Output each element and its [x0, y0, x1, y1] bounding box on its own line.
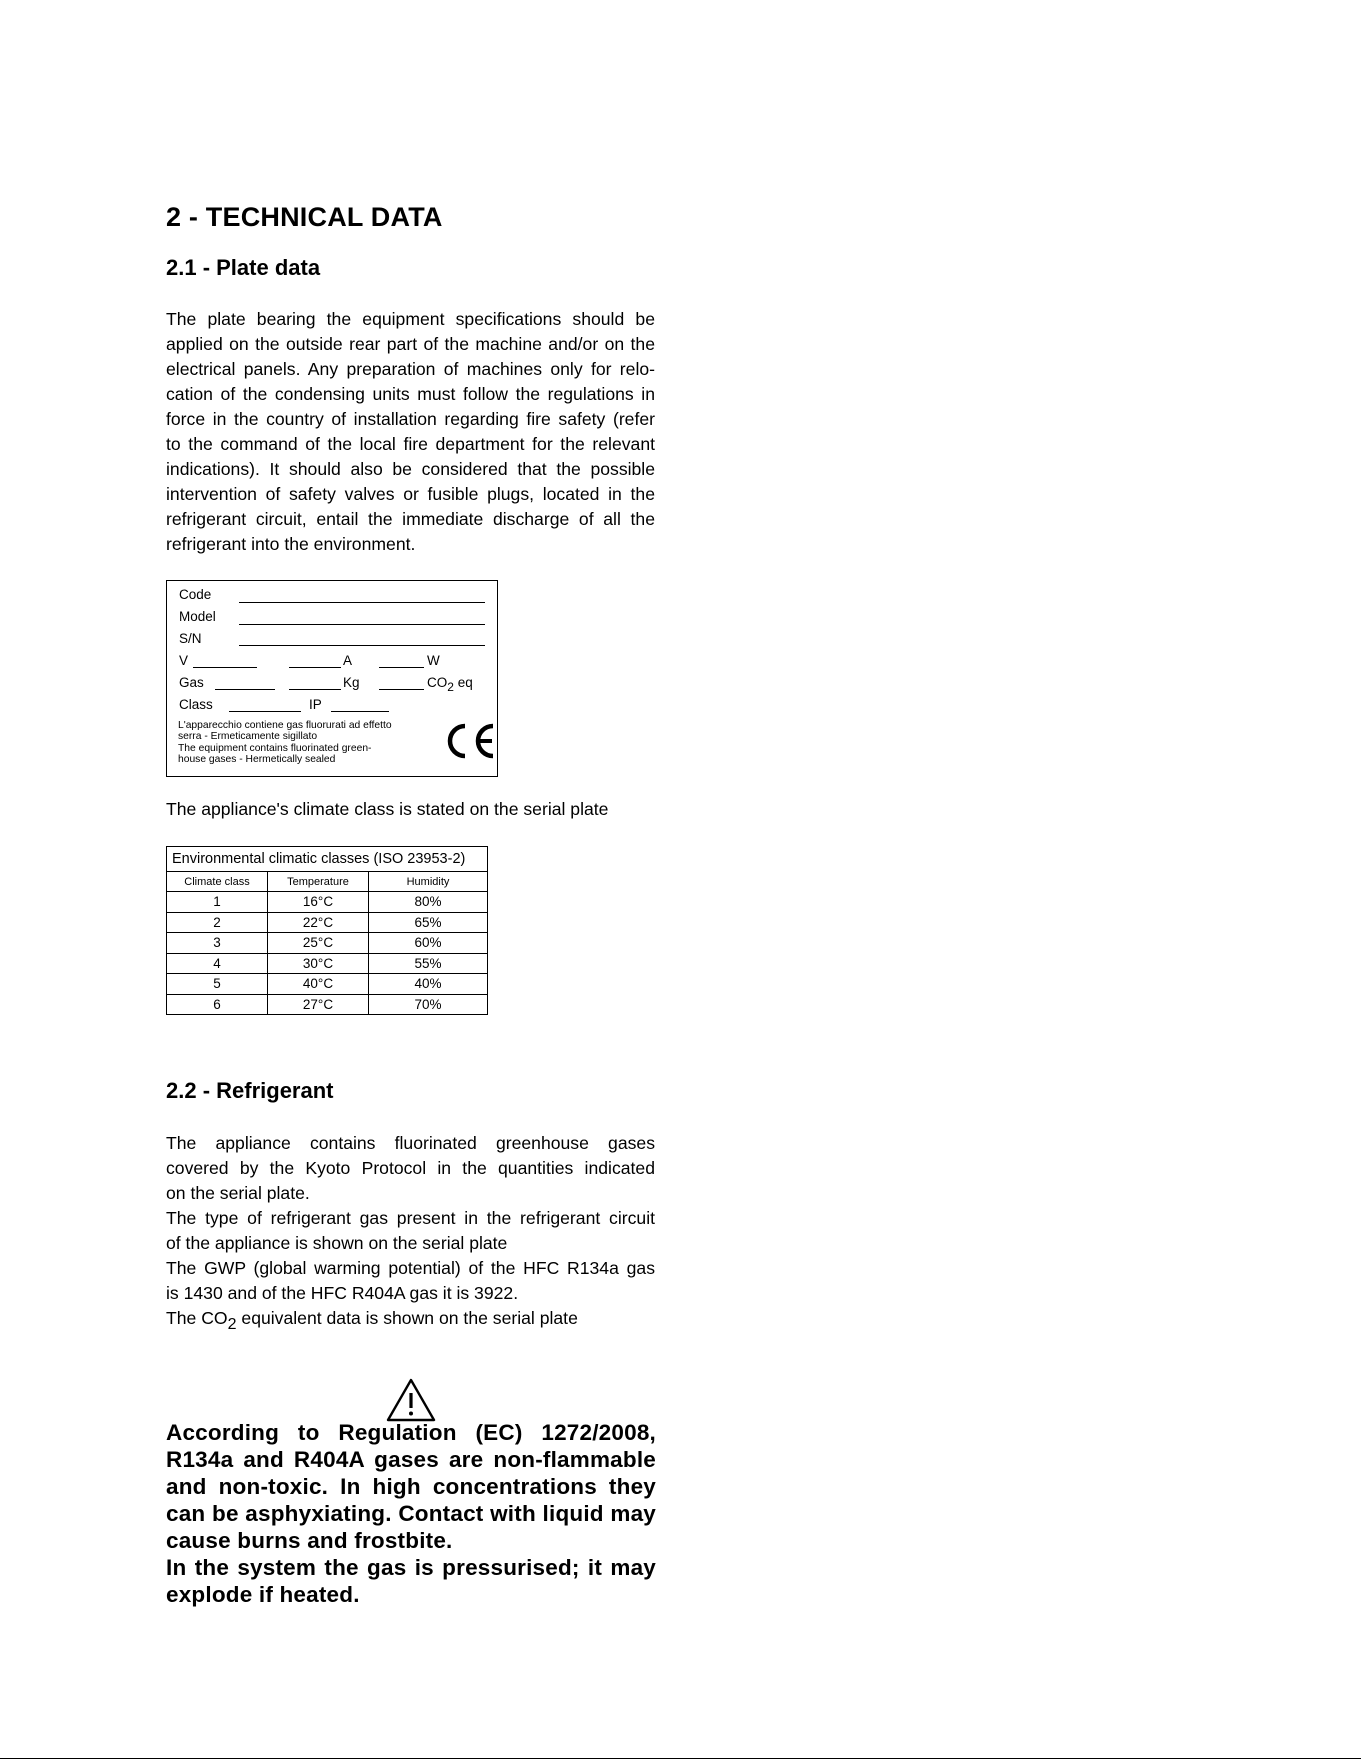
warning-line: and non-toxic. In high concentrations they — [166, 1474, 656, 1499]
plate-gas-line — [215, 689, 275, 690]
plate-w-label: W — [427, 653, 440, 668]
plate-co2-label: $CO_2$ eq — [427, 675, 473, 694]
plate-kg-label: Kg — [343, 675, 360, 690]
refrigerant-heading: 2.2 - Refrigerant — [166, 1078, 334, 1103]
table-cell: 55% — [369, 953, 488, 974]
table-cell: 40% — [369, 974, 488, 995]
plate-w-line — [379, 667, 424, 668]
table-cell: 30°C — [268, 953, 369, 974]
table-cell: 6 — [167, 994, 268, 1015]
climate-classes-table — [166, 846, 488, 1015]
page-bottom-rule — [0, 1758, 1361, 1759]
paragraph-line: refrigerant into the environment. — [166, 534, 416, 554]
warning-line: R134a and R404A gases are non-flammable — [166, 1447, 656, 1472]
plate-a-line — [289, 667, 341, 668]
table-cell: 22°C — [268, 912, 369, 933]
plate-sn-label: S/N — [179, 631, 202, 646]
plate-model-line — [239, 624, 485, 625]
plate-v-label: V — [179, 653, 189, 668]
plate-code-label: Code — [179, 587, 212, 602]
paragraph-line: force in the country of installation regarding fire safety (refer — [166, 409, 655, 429]
table-cell: 25°C — [268, 933, 369, 954]
table-cell: 40°C — [268, 974, 369, 995]
refrigerant-paragraph — [166, 1131, 655, 1337]
table-cell: 80% — [369, 892, 488, 913]
paragraph-line: applied on the outside rear part of the machine and/or on the — [166, 334, 655, 354]
table-row — [167, 974, 488, 995]
plate-co2-line — [379, 689, 424, 690]
warning-line: According to Regulation (EC) 1272/2008, — [166, 1420, 656, 1445]
paragraph-line: is 1430 and of the HFC R404A gas it is 3922. — [166, 1283, 519, 1303]
table-cell: 5 — [167, 974, 268, 995]
ce-mark-icon — [443, 721, 497, 761]
plate-code-line — [239, 602, 485, 603]
plate-ip-line — [331, 711, 389, 712]
paragraph-line: covered by the Kyoto Protocol in the quantities indicated — [166, 1158, 655, 1178]
paragraph-line: The appliance contains fluorinated greenhouse gases — [166, 1133, 655, 1153]
column-header: Temperature — [268, 872, 369, 892]
plate-gas-label: Gas — [179, 675, 204, 690]
warning-triangle-icon — [385, 1377, 437, 1423]
paragraph-line: electrical panels. Any preparation of machines only for relo- — [166, 359, 655, 379]
plate-v-line — [193, 667, 257, 668]
paragraph-line: refrigerant circuit, entail the immediate discharge of all the — [166, 509, 655, 529]
warning-line: cause burns and frostbite. — [166, 1528, 453, 1553]
paragraph-line: on the serial plate. — [166, 1183, 310, 1203]
plate-a-label: A — [343, 653, 353, 668]
paragraph-line: to the command of the local fire department for the relevant — [166, 434, 655, 454]
plate-ip-label: IP — [309, 697, 322, 712]
table-row — [167, 892, 488, 913]
plate-kg-line — [289, 689, 341, 690]
table-cell: 60% — [369, 933, 488, 954]
column-header: Humidity — [369, 872, 488, 892]
table-cell: 4 — [167, 953, 268, 974]
table-cell: 2 — [167, 912, 268, 933]
table-row — [167, 953, 488, 974]
paragraph-line: indications). It should also be considered that the possible — [166, 459, 655, 479]
paragraph-line: The type of refrigerant gas present in the refrigerant circuit — [166, 1208, 655, 1228]
table-row — [167, 933, 488, 954]
column-header: Climate class — [167, 872, 268, 892]
table-caption: Environmental climatic classes (ISO 23953-2) — [167, 847, 488, 872]
plate-class-line — [229, 711, 301, 712]
table-header-row — [167, 872, 488, 892]
plate-class-label: Class — [179, 697, 213, 712]
table-cell: 27°C — [268, 994, 369, 1015]
paragraph-line: The GWP (global warming potential) of the HFC R134a gas — [166, 1258, 655, 1278]
paragraph-line: The plate bearing the equipment specifications should be — [166, 309, 655, 329]
paragraph-line: of the appliance is shown on the serial plate — [166, 1233, 508, 1253]
table-cell: 1 — [167, 892, 268, 913]
section-title: 2 - TECHNICAL DATA — [166, 202, 443, 232]
warning-line: explode if heated. — [166, 1582, 360, 1607]
plate-data-heading: 2.1 - Plate data — [166, 255, 321, 280]
serial-plate — [166, 580, 498, 777]
warning-line: In the system the gas is pressurised; it may — [166, 1555, 656, 1580]
paragraph-line: cation of the condensing units must follow the regulations in — [166, 384, 655, 404]
plate-model-label: Model — [179, 609, 216, 624]
table-cell: 65% — [369, 912, 488, 933]
climate-class-note: The appliance's climate class is stated on the serial plate — [166, 799, 609, 819]
plate-gas-notice: L'apparecchio contiene gas fluorurati ad effetto serra - Ermeticamente sigillato The equipment contains fluorinated green- house gases - Hermetically sealed — [178, 720, 392, 765]
table-cell: 70% — [369, 994, 488, 1015]
table-cell: 3 — [167, 933, 268, 954]
table-row — [167, 912, 488, 933]
paragraph-line: intervention of safety valves or fusible plugs, located in the — [166, 484, 655, 504]
plate-sn-line — [239, 645, 485, 646]
plate-data-paragraph — [166, 307, 655, 557]
co2-equivalent-line: The $CO_2$ equivalent data is shown on the serial plate — [166, 1308, 578, 1333]
table-cell: 16°C — [268, 892, 369, 913]
warning-line: can be asphyxiating. Contact with liquid may — [166, 1501, 656, 1526]
table-row — [167, 994, 488, 1015]
safety-warning — [166, 1419, 656, 1608]
